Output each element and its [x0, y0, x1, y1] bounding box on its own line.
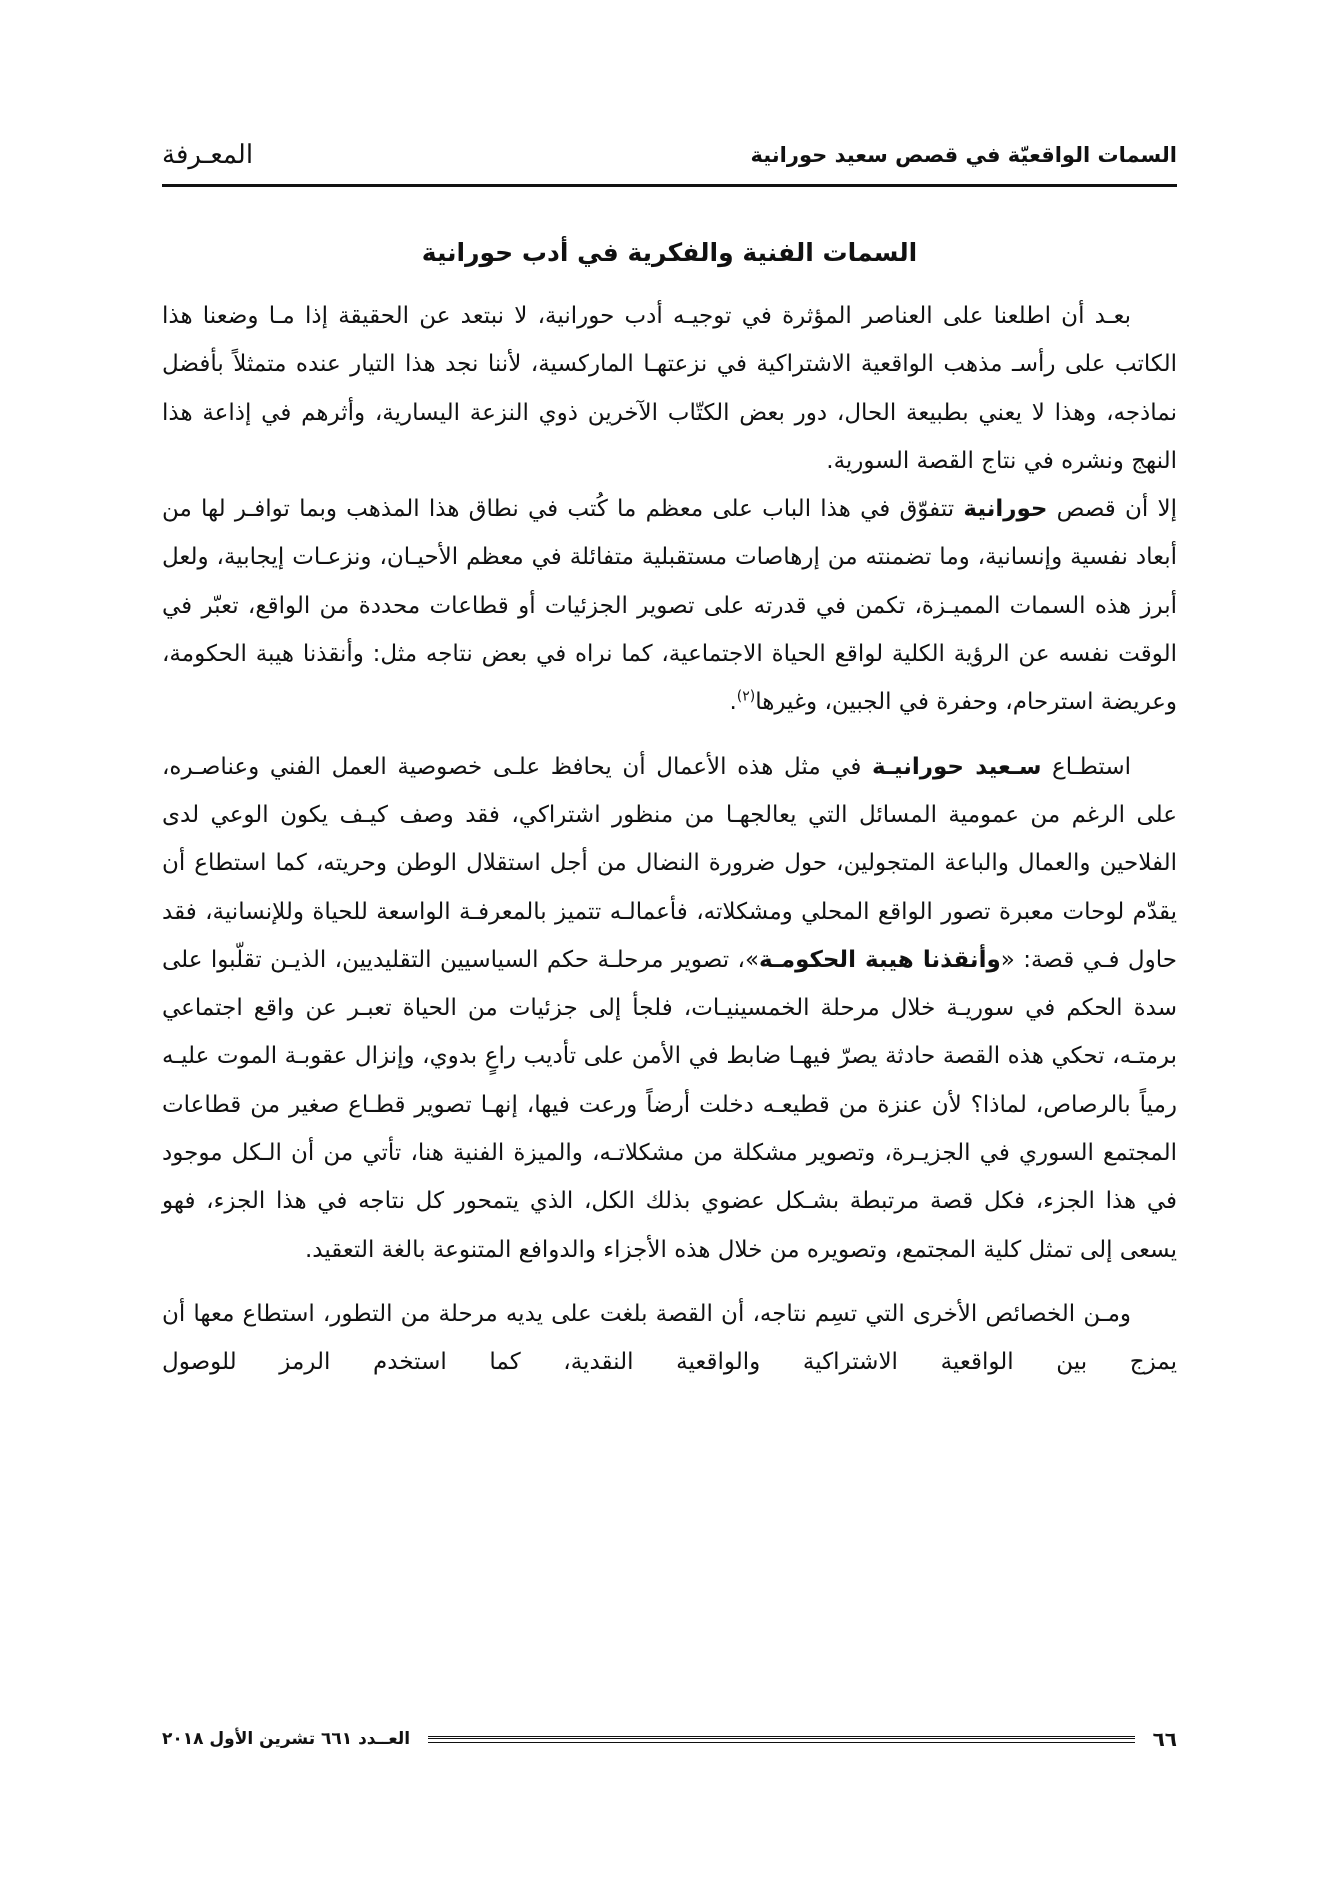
article-body [162, 292, 1177, 1387]
paragraph-3-text: ومـن الخصائص الأخرى التي تسِم نتاجه، أن القصة بلغت على يديه مرحلة من التطور، استطاع معها أن يمزج بين الواقعية الاشتراكية والواقعية النقدية، كما استخدم الرمز للوصول [162, 1300, 1177, 1376]
header-divider [162, 184, 1177, 187]
magazine-logo: المعـرفة [162, 140, 254, 170]
footer-divider [428, 1736, 1135, 1743]
running-header [162, 130, 1177, 180]
paragraph-2-bold-author: سـعيد حورانيـة [872, 753, 1042, 780]
paragraph-2-text-a: استطـاع [1041, 753, 1131, 780]
paragraph-2 [162, 743, 1177, 1274]
paragraph-1-end: . [729, 689, 737, 716]
issue-label: العــدد ٦٦١ تشرين الأول ٢٠١٨ [162, 1729, 411, 1749]
paragraph-2-bold-story: وأنقذنا هيبة الحكومـة [759, 946, 1001, 973]
paragraph-1 [162, 292, 1177, 727]
paragraph-1-text-b: إلا أن قصص [1047, 496, 1177, 523]
paragraph-1-bold-name: حورانية [963, 496, 1048, 523]
paragraph-1-text-c: تتفوّق في هذا الباب على معظم ما كُتب في نطاق هذا المذهب وبما توافـر لها من أبعاد نفسية وإنسانية، وما تضمنته من إرهاصات مستقبلية متفائلة في معظم الأحيـان، ونزعـات إيجابية، ولعل أبرز هذه السمات المميـزة، تكمن في قدرته على تصوير الجزئيات أو قطاعات محددة من الواقع، تعبّر في الوقت نفسه عن الرؤية الكلية لواقع الحياة الاجتماعية، كما نراه في بعض نتاجه مثل: وأنقذنا هيبة الحكومة، وعريضة استرحام، وحفرة في الجبين، وغيرها [162, 496, 1177, 716]
page-footer [162, 1724, 1177, 1754]
paragraph-2-text-b: في مثل هذه الأعمال أن يحافظ علـى خصوصية العمل الفني وعناصـره، على الرغم من عمومية المسائل التي يعالجهـا من منظور اشتراكي، فقد وصف كيـف يكون الوعي لدى الفلاحين والعمال والباعة المتجولين، حول ضرورة النضال من أجل استقلال الوطن وحريته، كما استطاع أن يقدّم لوحات معبرة تصور الواقع المحلي ومشكلاته، فأعمالـه تتميز بالمعرفـة الواسعة للحياة وللإنسانية، فقد حاول فـي قصة: « [162, 753, 1177, 973]
paragraph-2-text-c: »، تصوير مرحلـة حكم السياسيين التقليديين، الذيـن تقلّبوا على سدة الحكم في سوريـة خلال مرحلة الخمسينيـات، فلجأ إلى جزئيات من الحياة تعبـر عن واقع اجتماعي برمتـه، تحكي هذه القصة حادثة يصرّ فيهـا ضابط في الأمن على تأديب راعٍ بدوي، وإنزال عقوبـة الموت عليـه رمياً بالرصاص، لماذا؟ لأن عنزة من قطيعـه دخلت أرضاً ورعت فيها، إنهـا تصوير قطـاع صغير من قطاعات المجتمع السوري في الجزيـرة، وتصوير مشكلة من مشكلاتـه، والميزة الفنية هنا، تأتي من أن الـكل موجود في هذا الجزء، فكل قصة مرتبطة بشـكل عضوي بذلك الكل، الذي يتمحور كل نتاجه في هذا الجزء، فهو يسعى إلى تمثل كلية المجتمع، وتصويره من خلال هذه الأجزاء والدوافع المتنوعة بالغة التعقيد. [162, 946, 1177, 1263]
page-number: ٦٦ [1152, 1727, 1177, 1751]
paragraph-1-text-a: بعـد أن اطلعنا على العناصر المؤثرة في توجيـه أدب حورانية، لا نبتعد عن الحقيقة إذا مـا وضعنا هذا الكاتب على رأسـ مذهب الواقعية الاشتراكية في نزعتهـا الماركسية، لأننا نجد هذا التيار عنده متمثلاً بأفضل نماذجه، وهذا لا يعني بطبيعة الحال، دور بعض الكتّاب الآخرين ذوي النزعة اليسارية، وأثرهم في إذاعة هذا النهج ونشره في نتاج القصة السورية. [162, 303, 1177, 474]
header-title: السمات الواقعيّة في قصص سعيد حورانية [750, 143, 1177, 167]
paragraph-3 [162, 1290, 1177, 1387]
footnote-ref: (٢) [736, 688, 756, 705]
section-title: السمات الفنية والفكرية في أدب حورانية [421, 238, 918, 267]
